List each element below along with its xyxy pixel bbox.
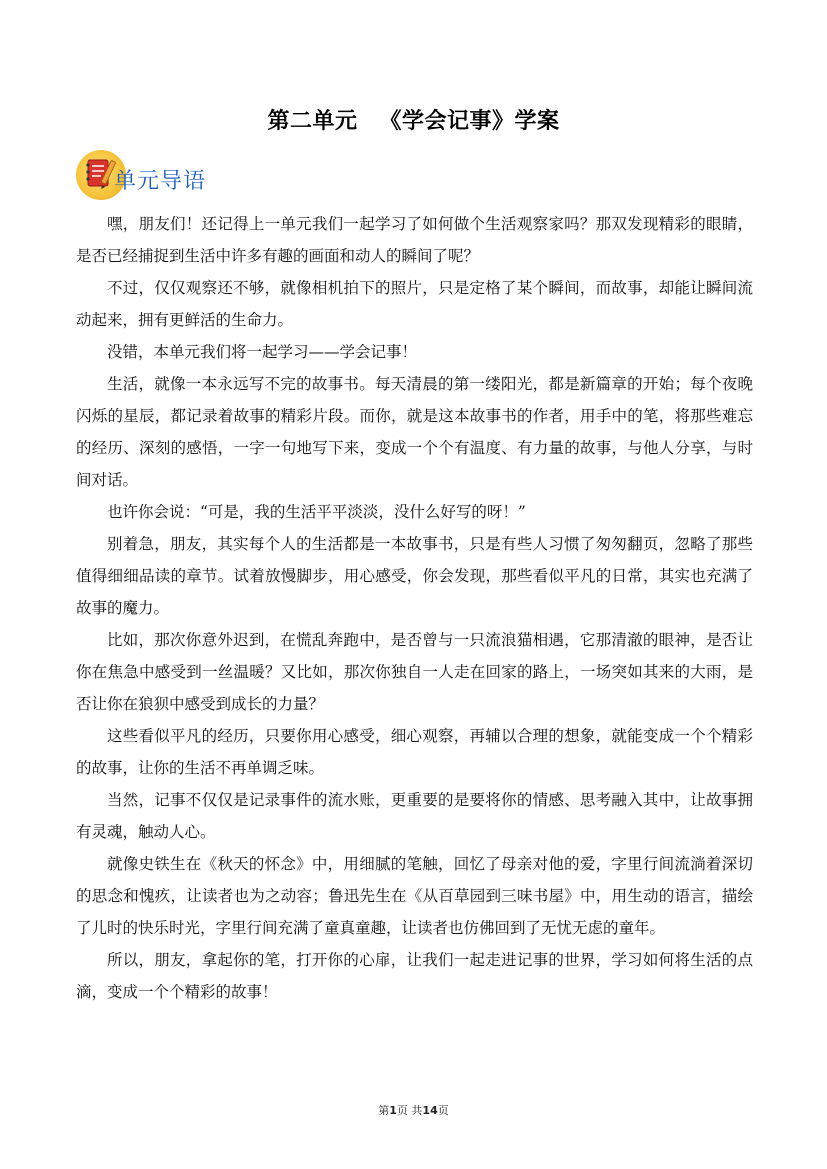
page-footer: 第1页 共14页 xyxy=(378,1104,449,1117)
page-number: 1 xyxy=(389,1104,397,1117)
paragraph: 当然，记事不仅仅是记录事件的流水账，更重要的是要将你的情感、思考融入其中，让故事拥有灵魂，触动人心。 xyxy=(76,791,753,841)
section-title: 单元导语 xyxy=(114,169,207,194)
paragraph: 就像史铁生在《秋天的怀念》中，用细腻的笔触，回忆了母亲对他的爱，字里行间流淌着深切的思念和愧疚，让读者也为之动容；鲁迅先生在《从百草园到三味书屋》中，用生动的语言，描绘了儿时的快乐时光，字里行间充满了童真童趣，让读者也仿佛回到了无忧无虑的童年。 xyxy=(76,855,753,937)
page-title xyxy=(0,104,827,135)
paragraph: 不过，仅仅观察还不够，就像相机拍下的照片，只是定格了某个瞬间，而故事，却能让瞬间流动起来，拥有更鲜活的生命力。 xyxy=(76,279,753,329)
paragraph: 生活，就像一本永远写不完的故事书。每天清晨的第一缕阳光，都是新篇章的开始；每个夜晚闪烁的星辰，都记录着故事的精彩片段。而你，就是这本故事书的作者，用手中的笔，将那些难忘的经历、深刻的感悟，一字一句地写下来，变成一个个有温度、有力量的故事，与他人分享，与时间对话。 xyxy=(76,375,753,489)
paragraph: 没错，本单元我们将一起学习——学会记事！ xyxy=(107,343,418,361)
paragraph: 所以，朋友，拿起你的笔，打开你的心扉，让我们一起走进记事的世界，学习如何将生活的点滴，变成一个个精彩的故事！ xyxy=(76,951,753,1001)
title-lesson: 《学会记事》学案 xyxy=(379,109,560,134)
paragraph: 嘿，朋友们！还记得上一单元我们一起学习了如何做个生活观察家吗？那双发现精彩的眼睛，是否已经捕捉到生活中许多有趣的画面和动人的瞬间了呢？ xyxy=(76,215,753,265)
paragraph: 别着急，朋友，其实每个人的生活都是一本故事书，只是有些人习惯了匆匆翻页，忽略了那些值得细细品读的章节。试着放慢脚步，用心感受，你会发现，那些看似平凡的日常，其实也充满了故事的魔力。 xyxy=(76,535,753,617)
paragraph: 这些看似平凡的经历，只要你用心感受，细心观察，再辅以合理的想象，就能变成一个个精彩的故事，让你的生活不再单调乏味。 xyxy=(76,727,753,777)
paragraph: 比如，那次你意外迟到，在慌乱奔跑中，是否曾与一只流浪猫相遇，它那清澈的眼神，是否让你在焦急中感受到一丝温暖？又比如，那次你独自一人走在回家的路上，一场突如其来的大雨，是否让你在狼狈中感受到成长的力量？ xyxy=(76,631,753,713)
section-header xyxy=(74,148,254,204)
paragraph: 也许你会说：“可是，我的生活平平淡淡，没什么好写的呀！” xyxy=(107,503,526,521)
total-pages: 14 xyxy=(422,1104,438,1117)
body-text xyxy=(76,208,753,1008)
title-unit: 第二单元 xyxy=(267,109,358,134)
